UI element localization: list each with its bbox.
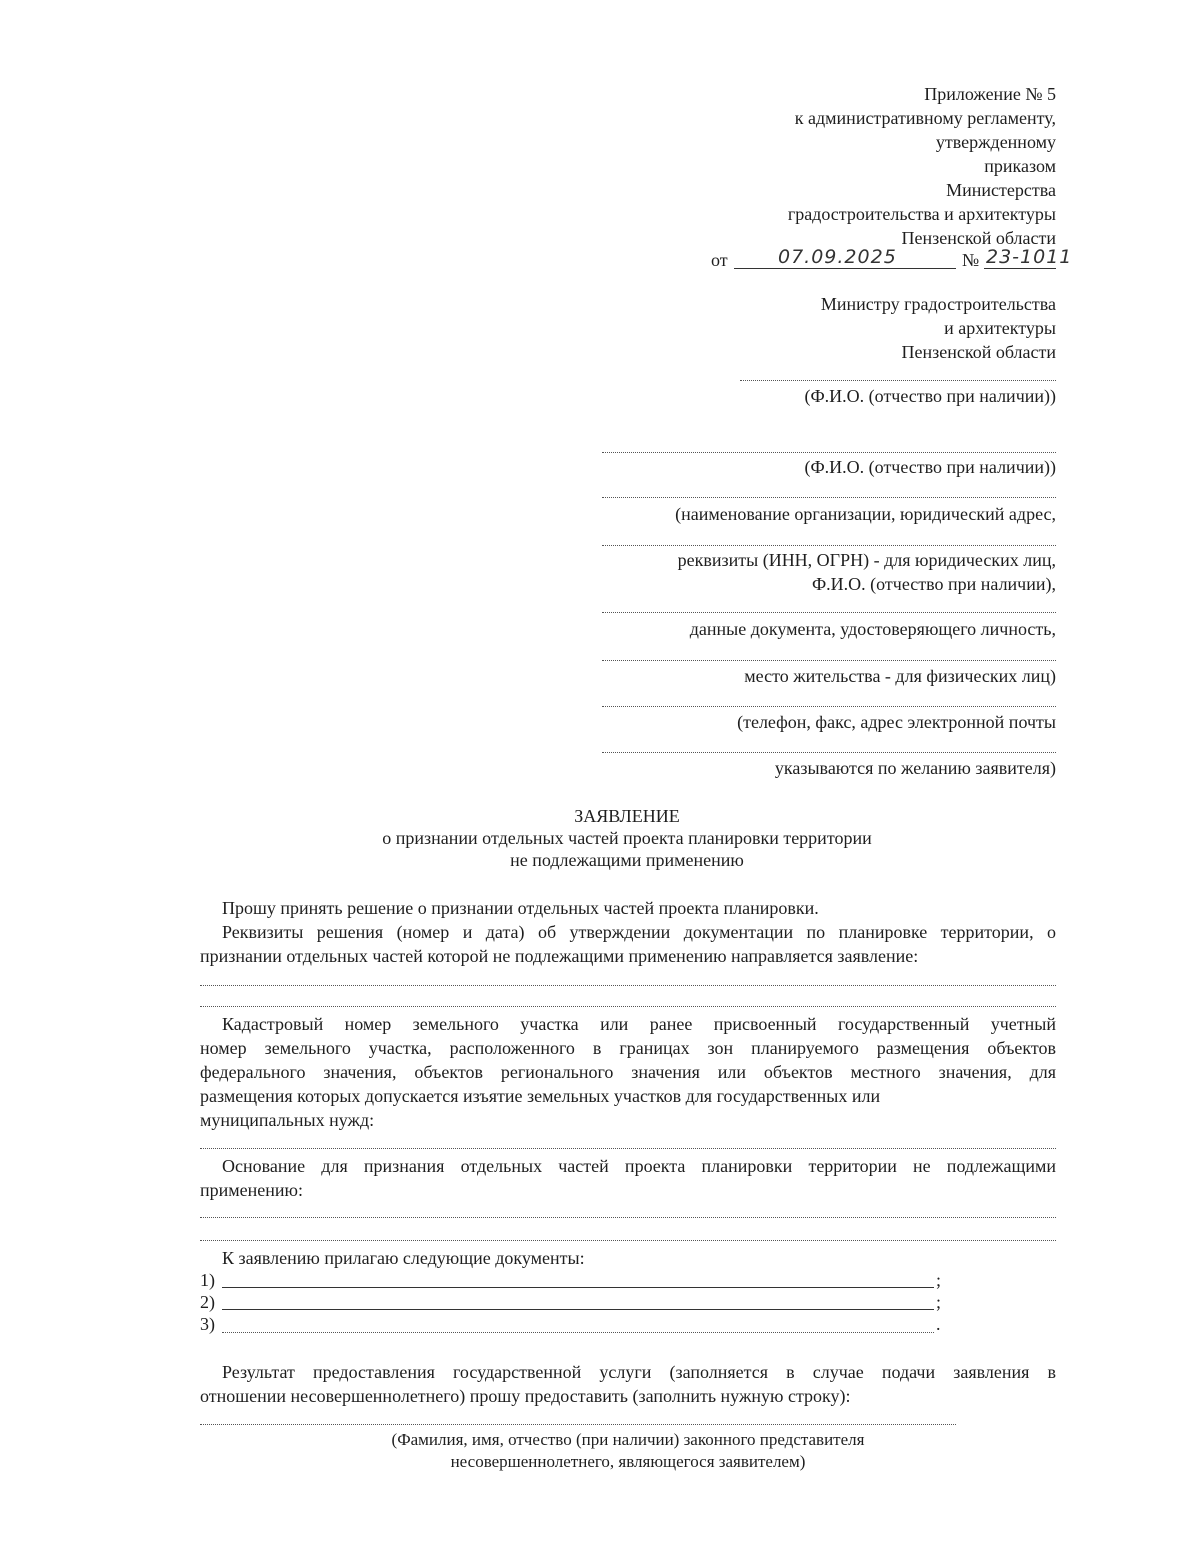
number-label: № [962, 250, 980, 270]
cadastral-paragraph-line: федерального значения, объектов регионального значения или объектов местного значения, для [200, 1062, 1056, 1082]
applicant-org-line [602, 497, 1056, 498]
header-line: Пензенской области [901, 228, 1056, 248]
result-paragraph-line: отношении несовершеннолетнего) прошу предоставить (заполнить нужную строку): [200, 1386, 851, 1406]
number-handwritten: 23-1011 [986, 246, 1073, 268]
result-paragraph-line: Результат предоставления государственной услуги (заполняется в случае подачи заявления в [222, 1362, 1056, 1382]
applicant-residence-line [602, 660, 1056, 661]
date-handwritten: 07.09.2025 [778, 246, 897, 268]
basis-paragraph-line: применению: [200, 1180, 303, 1200]
header-line: утвержденному [935, 132, 1056, 152]
minister-fio-line [740, 380, 1056, 381]
requisites-paragraph-line: Реквизиты решения (номер и дата) об утверждении документации по планировке территории, о [222, 922, 1056, 942]
cadastral-paragraph-line: номер земельного участка, расположенного в границах зон планируемого размещения объектов [200, 1038, 1056, 1058]
attachment-end: ; [936, 1270, 942, 1290]
title-main: ЗАЯВЛЕНИЕ [574, 806, 680, 826]
from-label: от [711, 250, 728, 270]
requisites-fill-line [200, 985, 1056, 986]
title-sub: о признании отдельных частей проекта планировки территории [382, 828, 872, 848]
applicant-caption: (Ф.И.О. (отчество при наличии)) [804, 457, 1056, 477]
cadastral-paragraph-line: размещения которых допускается изъятие земельных участков для государственных или [200, 1086, 881, 1106]
attachment-number: 1) [200, 1270, 215, 1290]
addressee-line: Пензенской области [901, 342, 1056, 362]
attachment-line [222, 1287, 934, 1288]
applicant-caption: реквизиты (ИНН, ОГРН) - для юридических лиц, [677, 550, 1056, 570]
minister-fio-caption: (Ф.И.О. (отчество при наличии)) [804, 386, 1056, 406]
applicant-caption: место жительства - для физических лиц) [744, 666, 1056, 686]
cadastral-paragraph-line: Кадастровый номер земельного участка или ранее присвоенный государственный учетный [222, 1014, 1056, 1034]
requisites-paragraph-line: признании отдельных частей которой не подлежащими применению направляется заявление: [200, 946, 919, 966]
attachment-number: 3) [200, 1314, 215, 1334]
requisites-fill-line [200, 1006, 1056, 1007]
attachments-intro: К заявлению прилагаю следующие документы: [222, 1248, 585, 1268]
cadastral-fill-line [200, 1148, 1056, 1149]
attachment-line [222, 1309, 934, 1310]
applicant-contacts-line [602, 706, 1056, 707]
request-paragraph: Прошу принять решение о признании отдельных частей проекта планировки. [222, 898, 819, 918]
applicant-caption: данные документа, удостоверяющего личность, [689, 619, 1056, 639]
basis-paragraph-line: Основание для признания отдельных частей проекта планировки территории не подлежащими [222, 1156, 1056, 1176]
attachment-number: 2) [200, 1292, 215, 1312]
applicant-caption: Ф.И.О. (отчество при наличии), [811, 574, 1056, 594]
addressee-line: и архитектуры [944, 318, 1056, 338]
representative-caption: несовершеннолетнего, являющегося заявителем) [450, 1452, 806, 1471]
addressee-line: Министру градостроительства [820, 294, 1056, 314]
basis-fill-line [200, 1240, 1056, 1241]
applicant-caption: (телефон, факс, адрес электронной почты [737, 712, 1056, 732]
appendix-title: Приложение № 5 [924, 84, 1056, 104]
representative-caption: (Фамилия, имя, отчество (при наличии) законного представителя [391, 1430, 865, 1449]
applicant-fio-line [602, 452, 1056, 453]
applicant-caption: указываются по желанию заявителя) [774, 758, 1056, 778]
attachment-line [222, 1332, 934, 1333]
cadastral-paragraph-line: муниципальных нужд: [200, 1110, 375, 1130]
representative-fill-line [200, 1424, 956, 1425]
attachment-end: . [936, 1314, 941, 1334]
basis-fill-line [200, 1217, 1056, 1218]
applicant-contacts-line-2 [602, 752, 1056, 753]
header-line: Министерства [946, 180, 1056, 200]
header-line: приказом [984, 156, 1056, 176]
applicant-document-line [602, 612, 1056, 613]
header-line: к административному регламенту, [794, 108, 1056, 128]
attachment-end: ; [936, 1292, 942, 1312]
applicant-requisites-line [602, 545, 1056, 546]
header-line: градостроительства и архитектуры [787, 204, 1056, 224]
applicant-caption: (наименование организации, юридический адрес, [675, 504, 1056, 524]
title-sub: не подлежащими применению [510, 850, 744, 870]
